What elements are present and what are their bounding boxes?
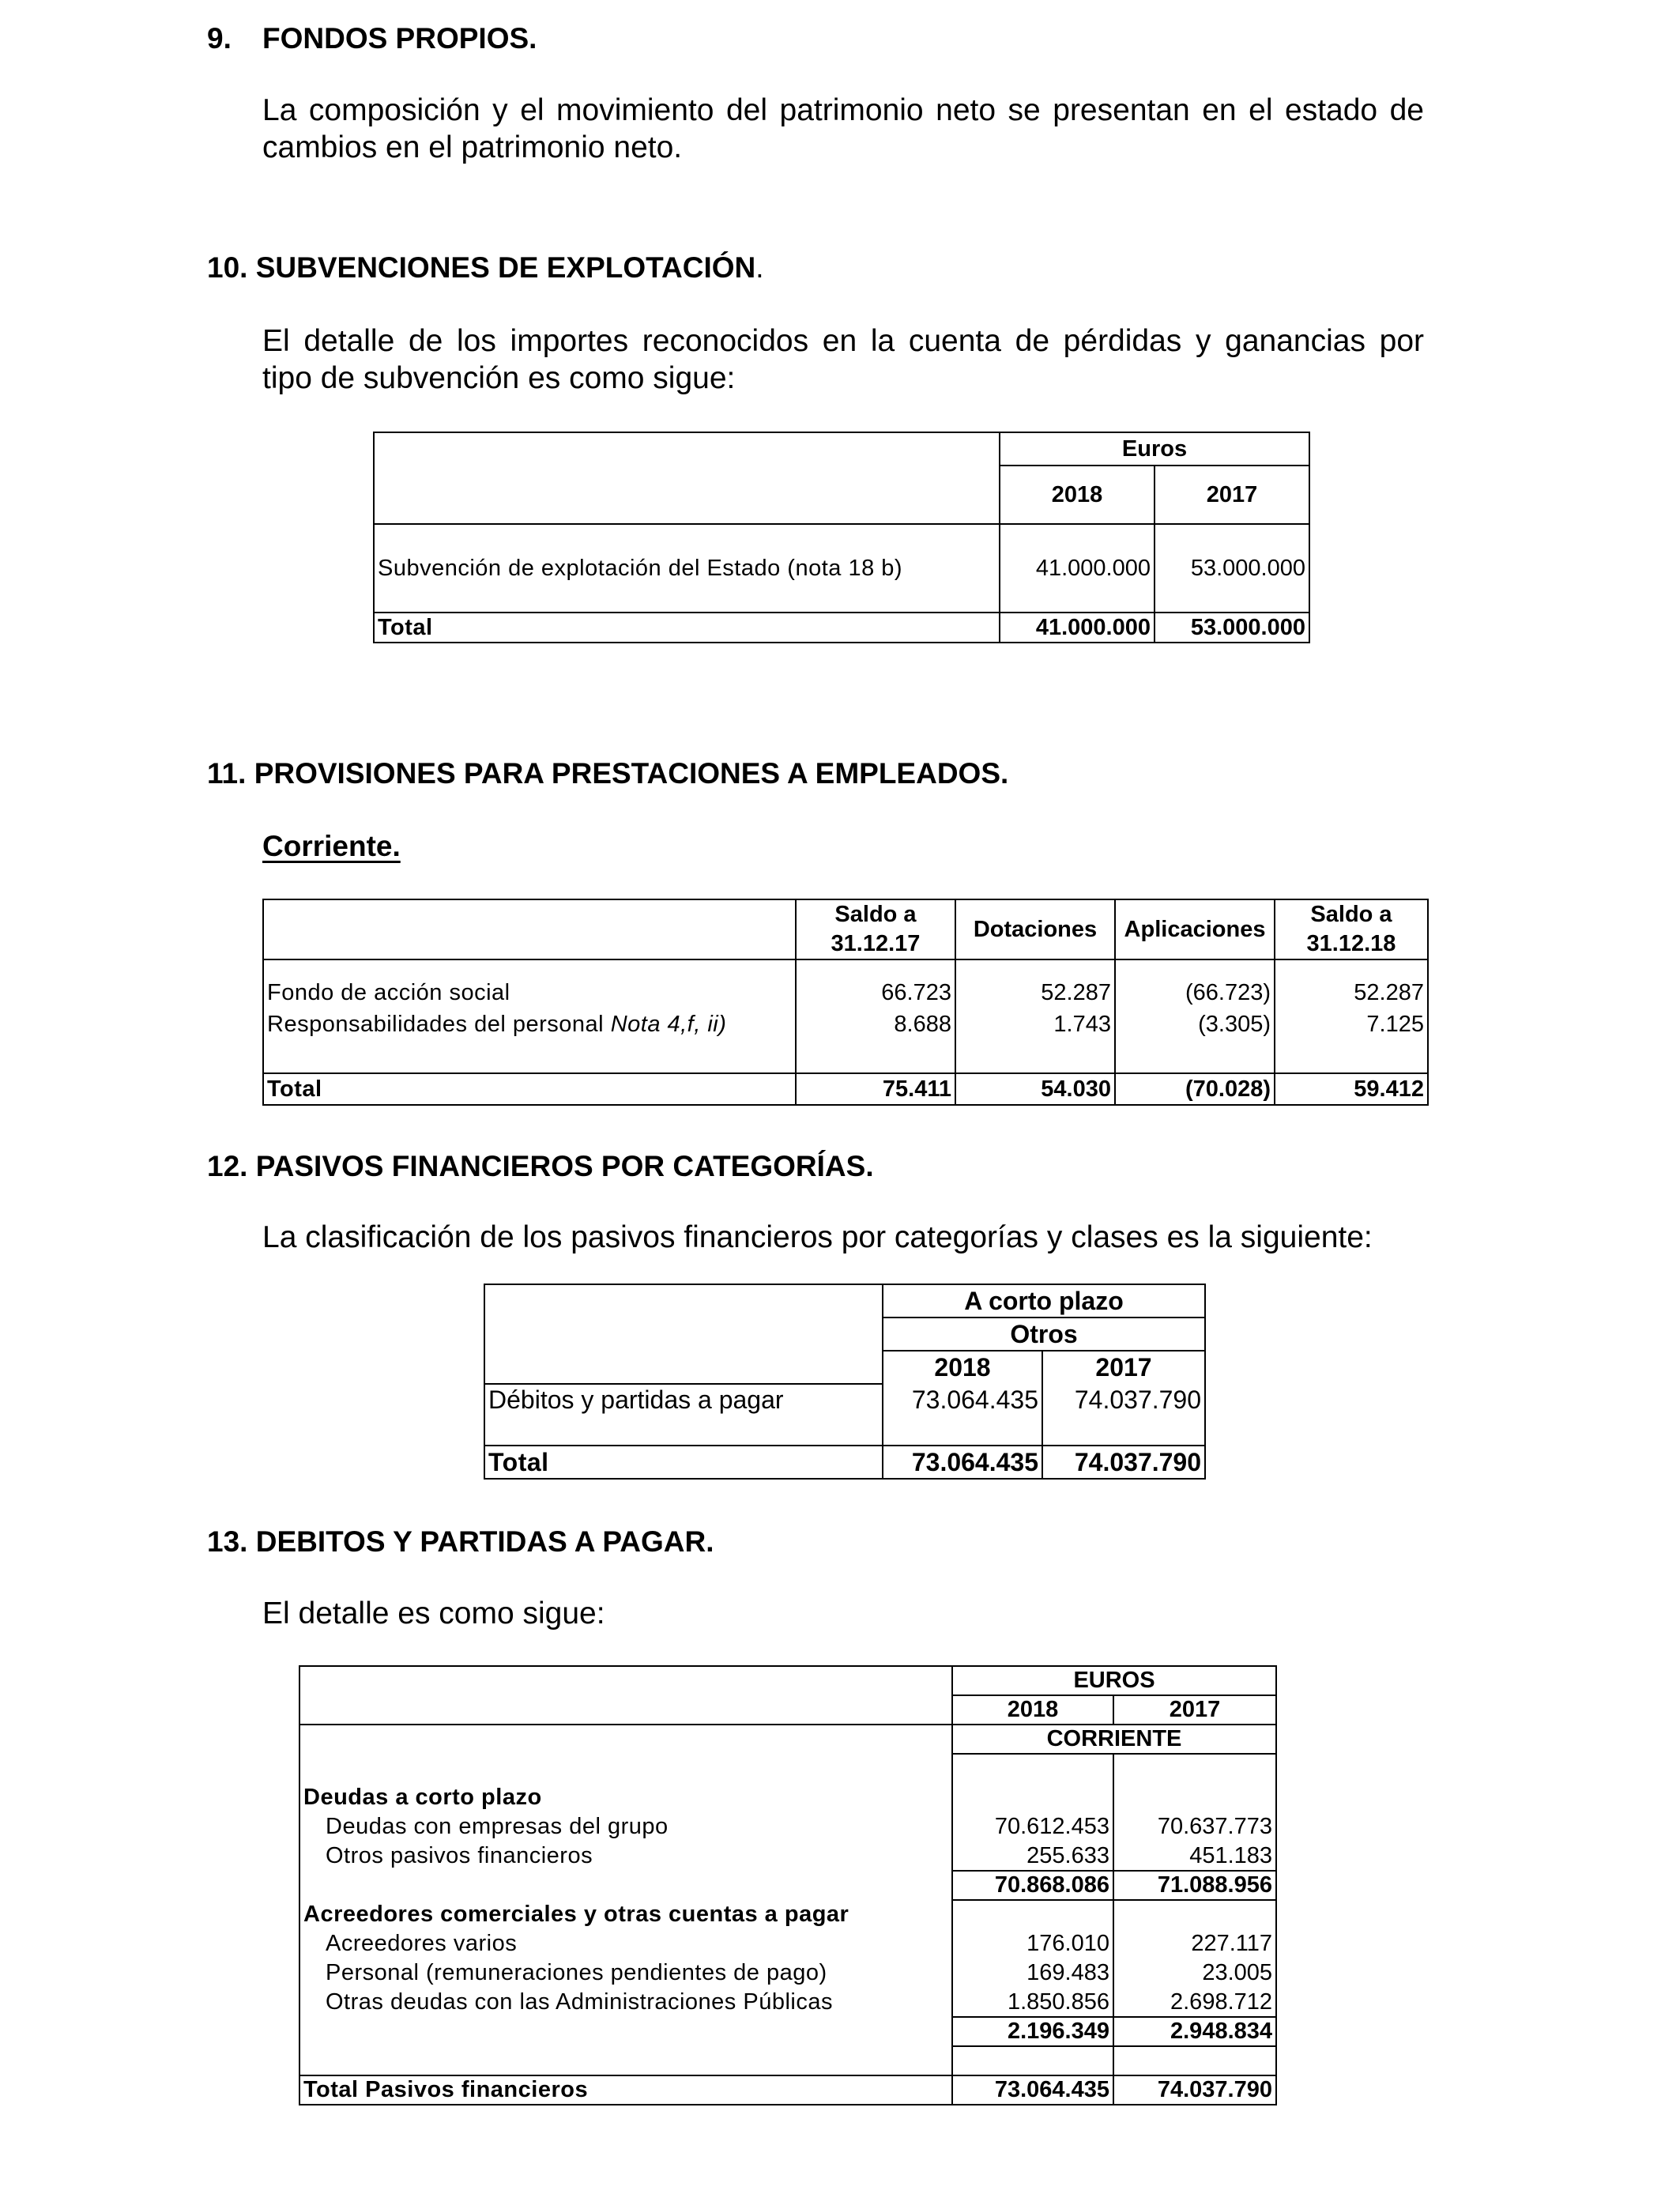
payables-row: [299, 1812, 1276, 1842]
subsidies-row-2017: 53.000.000: [1155, 524, 1309, 613]
provisions-col-opening-line2: 31.12.17: [831, 931, 921, 956]
provisions-total-label: Total: [263, 1073, 796, 1105]
payables-group2-title: Acreedores comerciales y otras cuentas a pagar: [299, 1900, 952, 1929]
payables-row: [299, 1958, 1276, 1988]
payables-group2-subtotal-2017: 2.948.834: [1113, 2017, 1276, 2046]
payables-row-label: Personal (remuneraciones pendientes de pago): [299, 1958, 952, 1988]
section-13-text-line1: El detalle es como sigue:: [262, 1596, 605, 1630]
provisions-row-closing: 52.287: [1275, 977, 1428, 1008]
payables-row-2018: 255.633: [952, 1842, 1113, 1871]
subsidies-total-label: Total: [374, 613, 1000, 643]
payables-row-2017: 70.637.773: [1113, 1812, 1276, 1842]
section-10-number: 10.: [207, 251, 248, 284]
fl-total-2017: 74.037.790: [1042, 1446, 1205, 1479]
fl-row-2017: 74.037.790: [1042, 1384, 1205, 1416]
fl-total-label: Total: [484, 1446, 883, 1479]
subsidies-table: [373, 432, 1310, 643]
provisions-row-additions: 1.743: [955, 1008, 1115, 1040]
provisions-row-label: [263, 1008, 796, 1040]
payables-row: [299, 1929, 1276, 1958]
section-12-title: PASIVOS FINANCIEROS POR CATEGORÍAS.: [255, 1150, 874, 1182]
section-10-title: SUBVENCIONES DE EXPLOTACIÓN: [255, 251, 756, 284]
section-11-number: 11.: [207, 757, 247, 790]
payables-row-label: Otros pasivos financieros: [299, 1842, 952, 1871]
provisions-row-applications: (66.723): [1115, 977, 1275, 1008]
payables-total-label: Total Pasivos financieros: [299, 2075, 952, 2105]
provisions-row-opening: 8.688: [796, 1008, 955, 1040]
provisions-row-label-note: Nota 4,f, ii): [610, 1011, 727, 1037]
section-11-title: PROVISIONES PARA PRESTACIONES A EMPLEADOS.: [254, 757, 1009, 790]
section-10-text-line1: El detalle de los importes reconocidos en la cuenta de pérdidas y ganancias por: [262, 324, 1424, 358]
fl-header-blank: [484, 1284, 883, 1384]
payables-row-2018: 169.483: [952, 1958, 1113, 1988]
section-12-text-line1: La clasificación de los pasivos financieros por categorías y clases es la siguiente:: [262, 1220, 1373, 1254]
payables-row-2018: 176.010: [952, 1929, 1113, 1958]
provisions-col-additions: Dotaciones: [955, 899, 1115, 959]
payables-row-2018: 70.612.453: [952, 1812, 1113, 1842]
payables-col-2017: 2017: [1113, 1695, 1276, 1725]
section-13-title: DEBITOS Y PARTIDAS A PAGAR.: [255, 1525, 714, 1558]
payables-group1-title: Deudas a corto plazo: [299, 1783, 952, 1812]
payables-total-2018: 73.064.435: [952, 2075, 1113, 2105]
section-13-heading: [207, 1525, 714, 1559]
provisions-col-opening-line1: Saldo a: [834, 902, 917, 927]
provisions-table: [262, 899, 1429, 1106]
provisions-total-opening: 75.411: [796, 1073, 955, 1105]
fl-col-2017: 2017: [1042, 1351, 1205, 1384]
section-9-text-line1: La composición y el movimiento del patrimonio neto se presentan en el estado de: [262, 93, 1424, 127]
section-9-title: FONDOS PROPIOS.: [262, 22, 537, 55]
payables-group1-subtotal-2018: 70.868.086: [952, 1871, 1113, 1900]
subsidies-row-label: Subvención de explotación del Estado (nota 18 b): [374, 524, 1000, 613]
payables-sub-header: CORRIENTE: [952, 1725, 1276, 1754]
provisions-row-label: Fondo de acción social: [263, 977, 796, 1008]
financial-liabilities-table: [484, 1284, 1206, 1480]
payables-row-2017: 451.183: [1113, 1842, 1276, 1871]
subsidies-col-2017: 2017: [1155, 466, 1309, 524]
fl-group-header: A corto plazo: [883, 1284, 1205, 1318]
provisions-row-label-text: Responsabilidades del personal: [267, 1011, 605, 1037]
section-11-heading: [207, 757, 1008, 790]
fl-col-2018: 2018: [883, 1351, 1042, 1384]
payables-row: [299, 1842, 1276, 1871]
provisions-total-closing: 59.412: [1275, 1073, 1428, 1105]
payables-group2-subtotal-2018: 2.196.349: [952, 2017, 1113, 2046]
subsidies-total-2018: 41.000.000: [1000, 613, 1155, 643]
provisions-total-applications: (70.028): [1115, 1073, 1275, 1105]
payables-total-2017: 74.037.790: [1113, 2075, 1276, 2105]
payables-row-2017: 23.005: [1113, 1958, 1276, 1988]
section-12-number: 12.: [207, 1150, 248, 1182]
provisions-col-closing: [1275, 899, 1428, 959]
payables-col-2018: 2018: [952, 1695, 1113, 1725]
provisions-row: [263, 977, 1428, 1008]
subsidies-total-2017: 53.000.000: [1155, 613, 1309, 643]
section-10-heading: [207, 251, 764, 285]
provisions-row: [263, 1008, 1428, 1040]
provisions-row-opening: 66.723: [796, 977, 955, 1008]
payables-header-blank: [299, 1666, 952, 1725]
payables-row-2018: 1.850.856: [952, 1988, 1113, 2017]
payables-row-2017: 227.117: [1113, 1929, 1276, 1958]
section-13-number: 13.: [207, 1525, 248, 1558]
provisions-header-blank: [263, 899, 796, 959]
section-9-text-line2: cambios en el patrimonio neto.: [262, 130, 683, 164]
section-12-heading: [207, 1150, 874, 1183]
fl-total-2018: 73.064.435: [883, 1446, 1042, 1479]
payables-group1-subtotal-2017: 71.088.956: [1113, 1871, 1276, 1900]
payables-group-header: EUROS: [952, 1666, 1276, 1695]
subsidies-col-2018: 2018: [1000, 466, 1155, 524]
provisions-total-additions: 54.030: [955, 1073, 1115, 1105]
payables-row-label: Deudas con empresas del grupo: [299, 1812, 952, 1842]
subsidies-header-blank: [374, 432, 1000, 524]
provisions-row-closing: 7.125: [1275, 1008, 1428, 1040]
section-9-number: 9.: [207, 22, 232, 55]
provisions-row-additions: 52.287: [955, 977, 1115, 1008]
provisions-col-opening: [796, 899, 955, 959]
subsidies-row-2018: 41.000.000: [1000, 524, 1155, 613]
payables-row: [299, 1988, 1276, 2017]
section-10-text-line2: tipo de subvención es como sigue:: [262, 361, 736, 395]
payables-row-label: Acreedores varios: [299, 1929, 952, 1958]
provisions-col-closing-line1: Saldo a: [1310, 902, 1392, 927]
section-10-title-dot: .: [755, 251, 764, 284]
fl-row-2018: 73.064.435: [883, 1384, 1042, 1416]
subsidies-group-header: Euros: [1000, 432, 1309, 466]
payables-row-2017: 2.698.712: [1113, 1988, 1276, 2017]
provisions-row-applications: (3.305): [1115, 1008, 1275, 1040]
payables-row-label: Otras deudas con las Administraciones Públicas: [299, 1988, 952, 2017]
fl-sub-header: Otros: [883, 1318, 1205, 1351]
fl-row-label: Débitos y partidas a pagar: [484, 1384, 883, 1416]
section-11-subtitle: Corriente.: [262, 830, 401, 862]
payables-table: [299, 1665, 1277, 2105]
provisions-col-applications: Aplicaciones: [1115, 899, 1275, 959]
provisions-col-closing-line2: 31.12.18: [1306, 931, 1396, 956]
